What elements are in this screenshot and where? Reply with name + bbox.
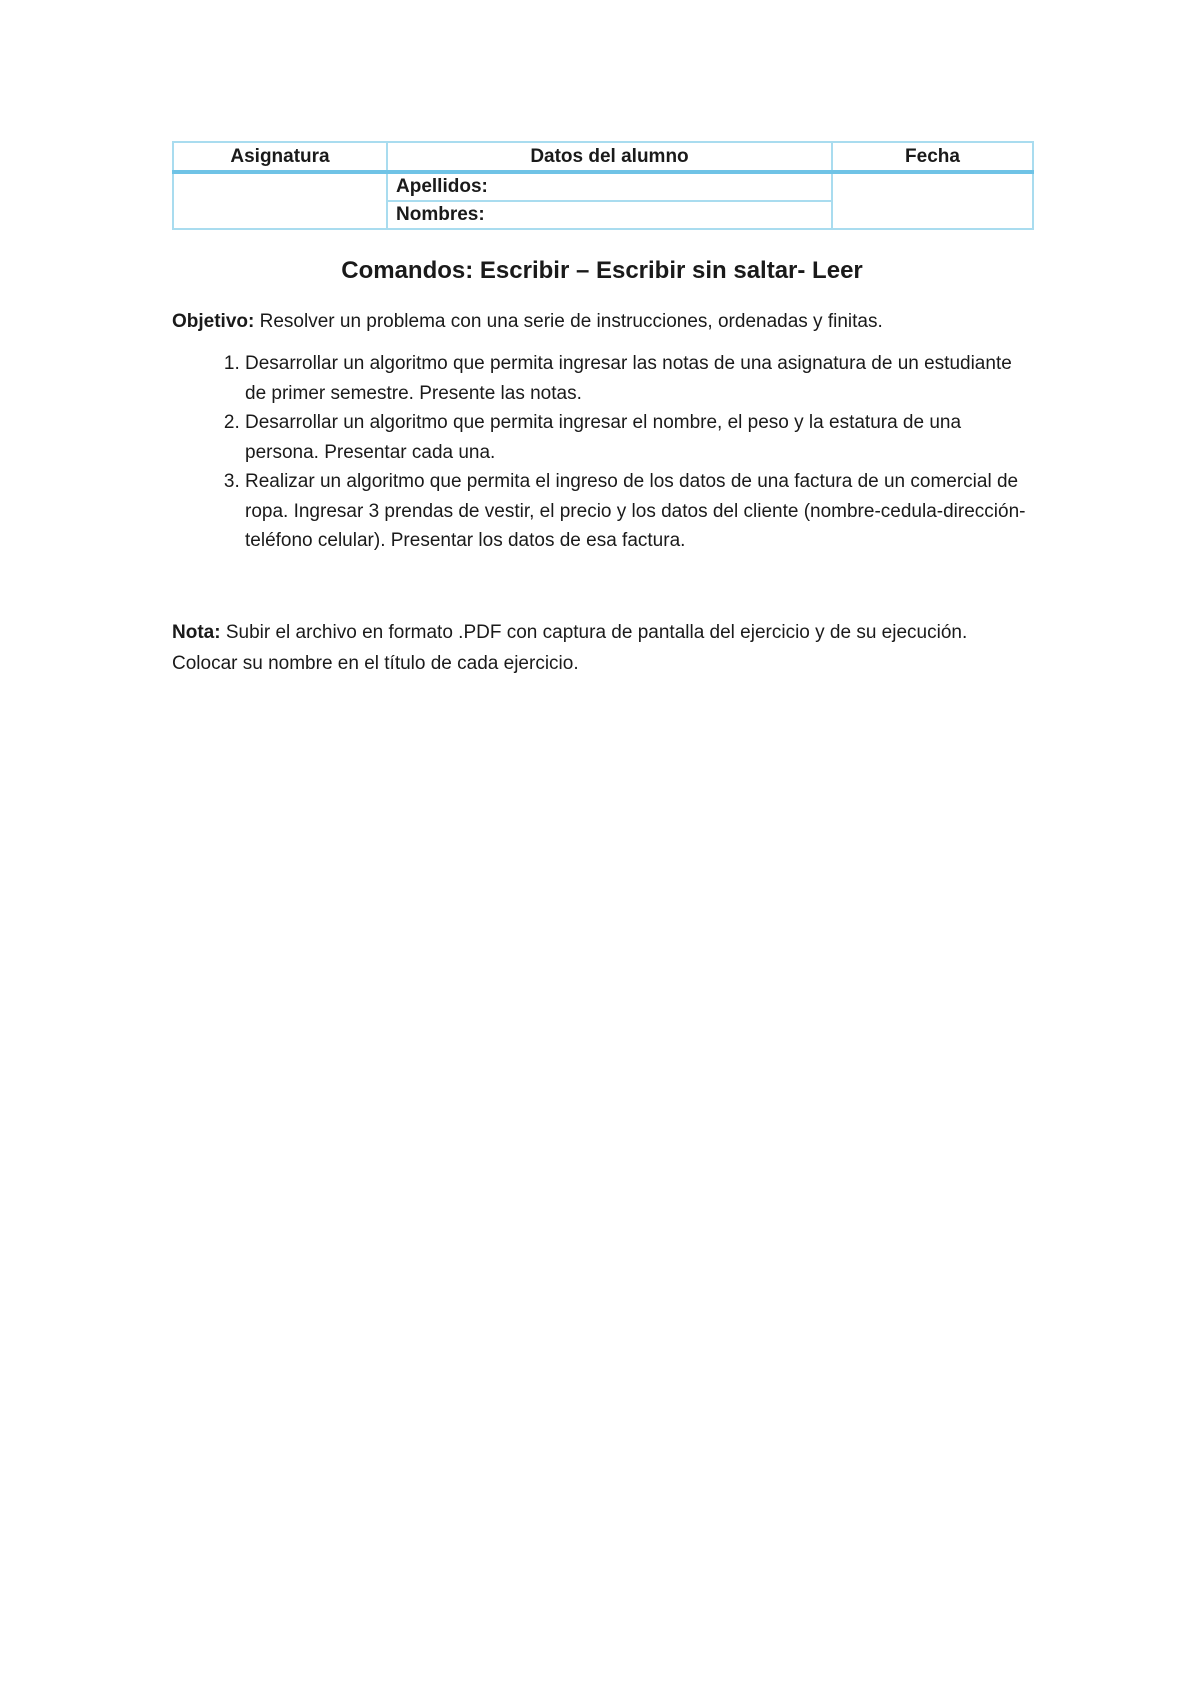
document-page — [172, 141, 1032, 679]
first-names-field: Nombres: — [387, 201, 832, 229]
table-header-row — [173, 142, 1033, 172]
list-item: 2. Desarrollar un algoritmo que permita ingresar el nombre, el peso y la estatura de una persona. Presentar cada una. — [245, 408, 1032, 467]
header-student-data: Datos del alumno — [387, 142, 832, 172]
document-title: Comandos: Escribir – Escribir sin saltar- Leer — [341, 257, 863, 284]
header-subject: Asignatura — [173, 142, 387, 172]
note-paragraph — [172, 617, 1032, 679]
objective-paragraph — [172, 307, 1032, 337]
subject-cell — [173, 172, 387, 229]
date-cell — [832, 172, 1033, 229]
task-list — [172, 349, 1032, 556]
header-date: Fecha — [832, 142, 1033, 172]
note-text: Subir el archivo en formato .PDF con captura de pantalla del ejercicio y de su ejecución. Colocar su nombre en el título de cada ejercicio. — [172, 621, 968, 674]
objective-label: Objetivo: — [172, 311, 255, 332]
note-label: Nota: — [172, 621, 221, 643]
objective-text: Resolver un problema con una serie de instrucciones, ordenadas y finitas. — [254, 311, 883, 332]
list-item: 1. Desarrollar un algoritmo que permita ingresar las notas de una asignatura de un estudiante de primer semestre. Presente las notas. — [245, 349, 1032, 408]
table-row — [173, 172, 1033, 201]
last-names-field: Apellidos: — [387, 172, 832, 201]
student-info-table — [172, 141, 1034, 230]
list-item: 3. Realizar un algoritmo que permita el ingreso de los datos de una factura de un comercial de ropa. Ingresar 3 prendas de vestir, el precio y los datos del cliente (nombre-cedula-dirección-teléfono celular). Presentar los datos de esa factura. — [245, 467, 1032, 556]
